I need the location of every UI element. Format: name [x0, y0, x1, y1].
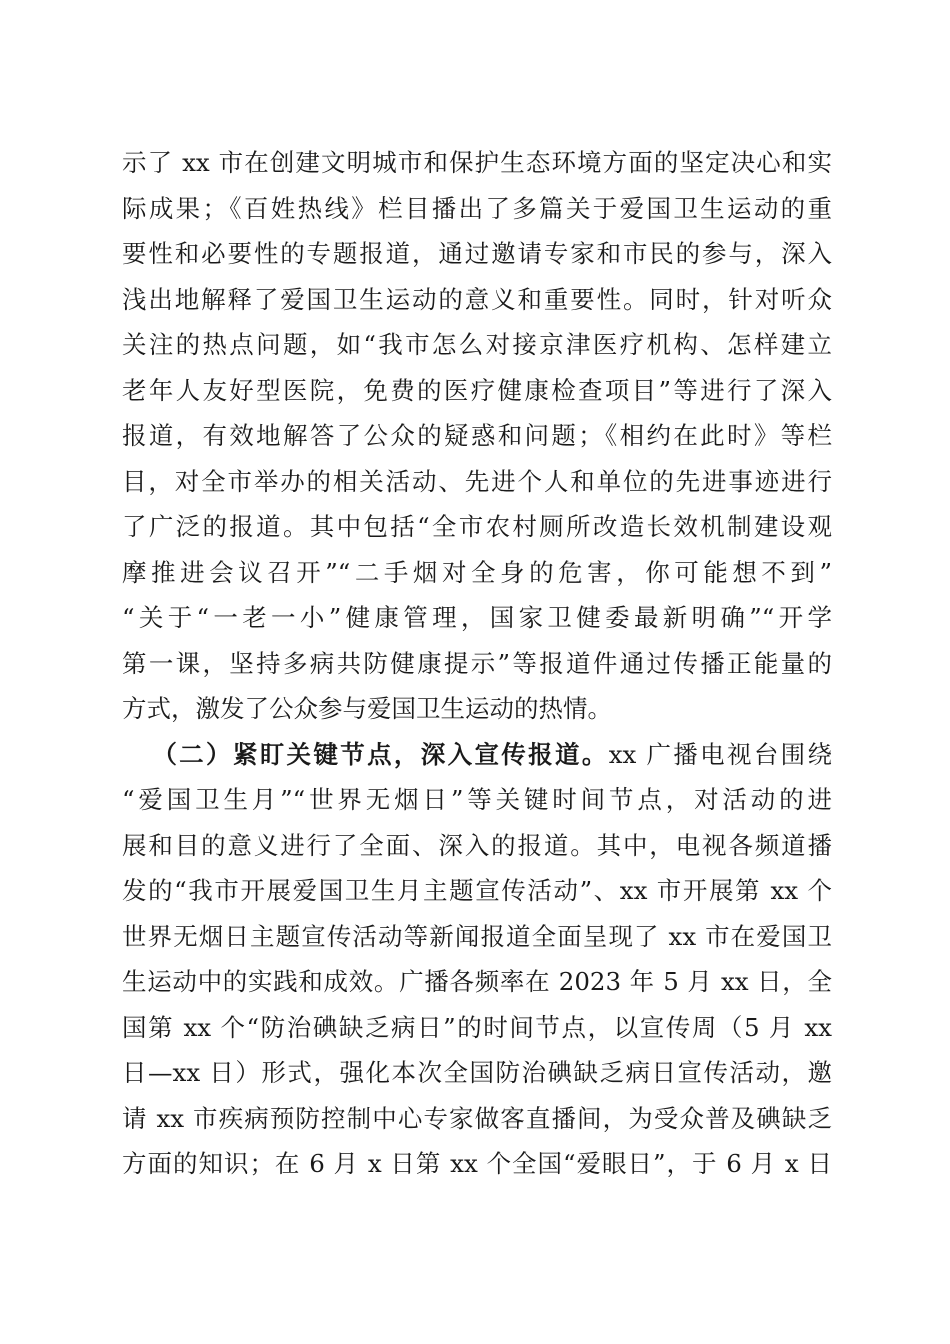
text-line: 示了 xx 市在创建文明城市和保护生态环境方面的坚定决心和实	[122, 148, 832, 177]
text-line: 报道，有效地解答了公众的疑惑和问题；《相约在此时》等栏	[122, 421, 832, 450]
text-line	[122, 732, 832, 778]
text-line: 目，对全市举办的相关活动、先进个人和单位的先进事迹进行	[122, 466, 832, 496]
paragraph-media-coverage	[122, 140, 832, 732]
text-line: 际成果；《百姓热线》栏目播出了多篇关于爱国卫生运动的重	[122, 193, 832, 223]
text-line: 展和目的意义进行了全面、深入的报道。其中，电视各频道播	[122, 830, 832, 860]
text-line: 浅出地解释了爱国卫生运动的意义和重要性。同时，针对听众	[122, 284, 832, 314]
heading-line-rest: xx 广播电视台围绕	[608, 739, 833, 769]
text-line: 请 xx 市疾病预防控制中心专家做客直播间，为受众普及碘缺乏	[122, 1103, 832, 1133]
text-line: 关注的热点问题，如“我市怎么对接京津医疗机构、怎样建立	[122, 330, 832, 359]
text-line: “爱国卫生月”“世界无烟日”等关键时间节点，对活动的进	[122, 785, 832, 814]
text-line: 老年人友好型医院，免费的医疗健康检查项目”等进行了深入	[122, 375, 832, 405]
text-line: 世界无烟日主题宣传活动等新闻报道全面呈现了 xx 市在爱国卫	[122, 921, 832, 951]
text-line: “关于“一老一小”健康管理，国家卫健委最新明确”“开学	[122, 603, 832, 632]
text-line: 方式，激发了公众参与爱国卫生运动的热情。	[122, 694, 612, 723]
text-line: 摩推进会议召开”“二手烟对全身的危害，你可能想不到”	[122, 557, 832, 587]
text-line: 发的“我市开展爱国卫生月主题宣传活动”、xx 市开展第 xx 个	[122, 876, 832, 905]
text-line: 要性和必要性的专题报道，通过邀请专家和市民的参与，深入	[122, 239, 832, 268]
paragraph-key-nodes	[122, 732, 832, 1187]
text-line: 国第 xx 个“防治碘缺乏病日”的时间节点，以宣传周（5 月 xx	[122, 1012, 832, 1042]
text-line: 生运动中的实践和成效。广播各频率在 2023 年 5 月 xx 日，全	[122, 967, 832, 996]
document-body	[122, 140, 832, 1187]
text-line: 第一课，坚持多病共防健康提示”等报道件通过传播正能量的	[122, 648, 832, 678]
text-line: 方面的知识；在 6 月 x 日第 xx 个全国“爱眼日”，于 6 月 x 日	[122, 1149, 832, 1178]
text-line: 了广泛的报道。其中包括“全市农村厕所改造长效机制建设观	[122, 512, 832, 541]
section-heading: （二）紧盯关键节点，深入宣传报道。	[150, 739, 609, 769]
text-line: 日—xx 日）形式，强化本次全国防治碘缺乏病日宣传活动，邀	[122, 1058, 832, 1087]
